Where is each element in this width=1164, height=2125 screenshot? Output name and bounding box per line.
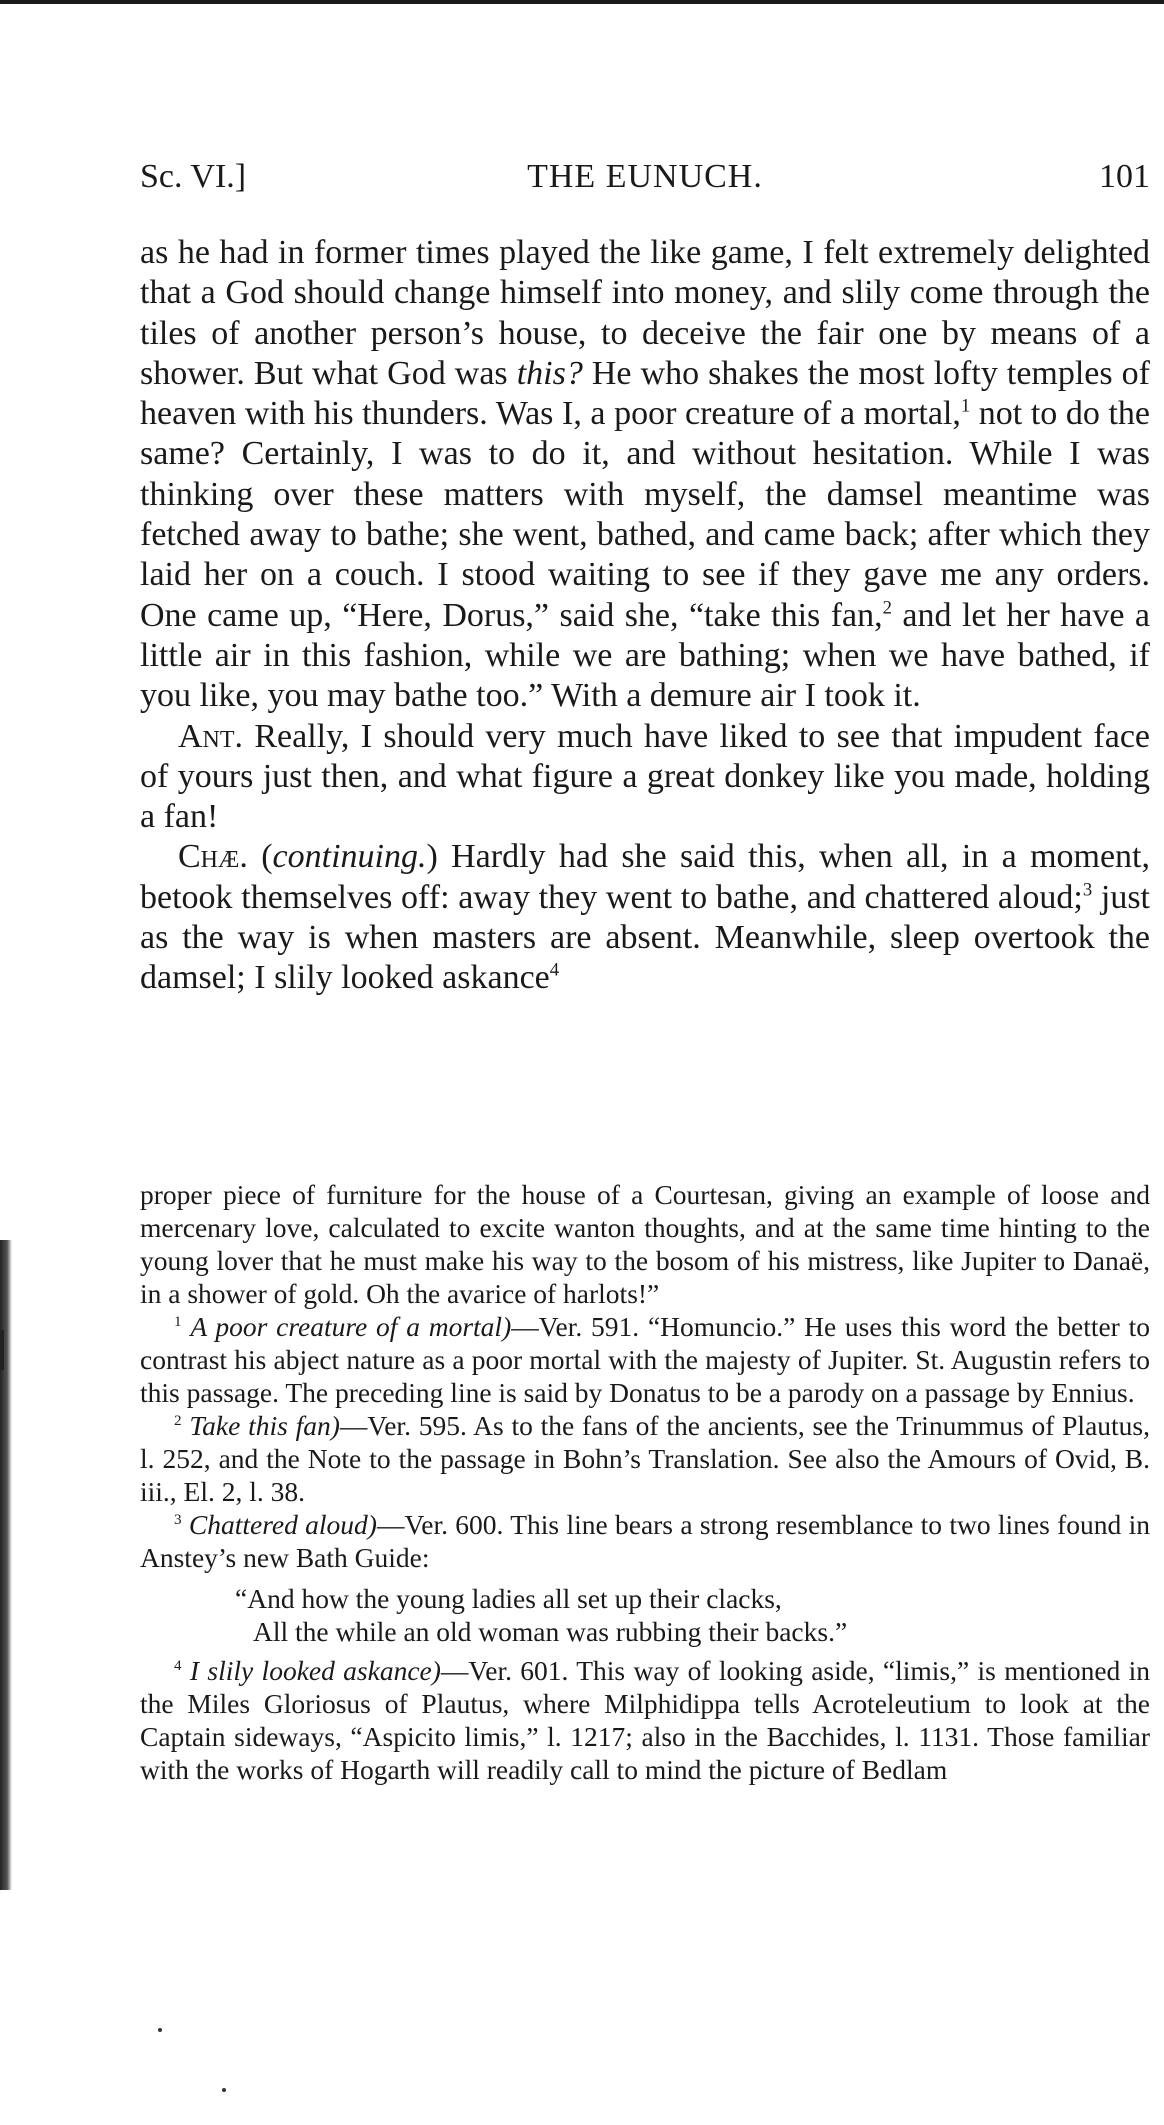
running-title: THE EUNUCH. xyxy=(527,158,763,195)
verse-line-1: “And how the young ladies all set up their clacks, xyxy=(235,1583,782,1614)
verse-quote xyxy=(140,1582,1150,1648)
footnote-ref-2: 2 xyxy=(882,597,892,619)
verse-line-2: All the while an old woman was rubbing their backs.” xyxy=(253,1616,848,1647)
footnotes xyxy=(140,1178,1150,1786)
section-label: Sc. VI.] xyxy=(140,158,247,195)
ink-speck xyxy=(158,2028,162,2032)
speaker-name: Chæ. xyxy=(178,838,248,876)
stage-direction: continuing. xyxy=(272,838,427,876)
footnote-continued: proper piece of furniture for the house of a Courtesan, giving an example of loose and mercenary love, calculated to excite wanton thoughts, and at the same time hinting to the young lover that he must make his way to the bosom of his mistress, like Jupiter to Danaë, in a shower of gold. Oh the avarice of harlots!” xyxy=(140,1179,1150,1309)
speaker-name: Ant. xyxy=(178,717,244,755)
top-rule xyxy=(0,0,1164,4)
footnote-2: $^2$ Take this fan)—Ver. 595. As to the fans of the ancients, see the Trinummus of Plautus, l. 252, and the Note to the passage in Bohn’s Translation. See also the Amours of Ovid, B. iii., El. 2, l. 38. xyxy=(140,1410,1150,1507)
page-edge-mark xyxy=(0,1330,4,1370)
footnote-4: $^4$ I slily looked askance)—Ver. 601. This way of looking aside, “limis,” is mentioned in the Miles Gloriosus of Plautus, where Milphidippa tells Acroteleutium to look at the Captain sideways, “Aspicito limis,” l. 1217; also in the Bacchides, l. 1131. Those familiar with the works of Hogarth will readily call to mind the picture of Bedlam xyxy=(140,1655,1151,1785)
ink-speck xyxy=(222,2088,226,2092)
paragraph-antipho: Ant. Really, I should very much have liked to see that impudent face of yours just then, and what figure a great donkey like you made, holding a fan! xyxy=(140,717,1150,836)
paragraph-continuation: as he had in former times played the like game, I felt extremely delighted that a God should change himself into money, and slily come through the tiles of another person’s house, to deceive the fair one by means of a shower. But what God was this? He who shakes the most lofty temples of heaven with his thunders. Was I, a poor creature of a mortal,$^1$ not to do the same? Certainly, I was to do it, and without hesitation. While I was thinking over these matters with myself, the damsel meantime was fetched away to bathe; she went, bathed, and came back; after which they laid her on a couch. I stood waiting to see if they gave me any orders. One came up, “Here, Dorus,” said she, “take this fan,$^2$ and let her have a little air in this fashion, while we are bathing; when we have bathed, if you like, you may bathe too.” With a demure air I took it. xyxy=(140,234,1150,715)
running-header xyxy=(140,158,1150,208)
footnote-1: $^1$ A poor creature of a mortal)—Ver. 591. “Homuncio.” He uses this word the better to contrast his abject nature as a poor mortal with the majesty of Jupiter. St. Augustin refers to this passage. The preceding line is said by Donatus to be a parody on a passage by Ennius. xyxy=(140,1311,1151,1408)
footnote-3: $^3$ Chattered aloud)—Ver. 600. This line bears a strong resemblance to two lines found in Anstey’s new Bath Guide: xyxy=(140,1509,1151,1573)
footnote-ref-3: 3 xyxy=(1082,879,1093,901)
page-number: 101 xyxy=(1099,158,1150,195)
main-text xyxy=(140,233,1150,999)
footnote-ref-1: 1 xyxy=(960,395,971,417)
footnote-ref-4: 4 xyxy=(549,960,560,982)
paragraph-chaerea: Chæ. (continuing.) Hardly had she said this, when all, in a moment, betook themselves off: away they went to bathe, and chattered aloud;$^3$ just as the way is when masters are absent. Meanwhile, sleep overtook the damsel; I slily looked askance$^4$ xyxy=(140,838,1150,997)
